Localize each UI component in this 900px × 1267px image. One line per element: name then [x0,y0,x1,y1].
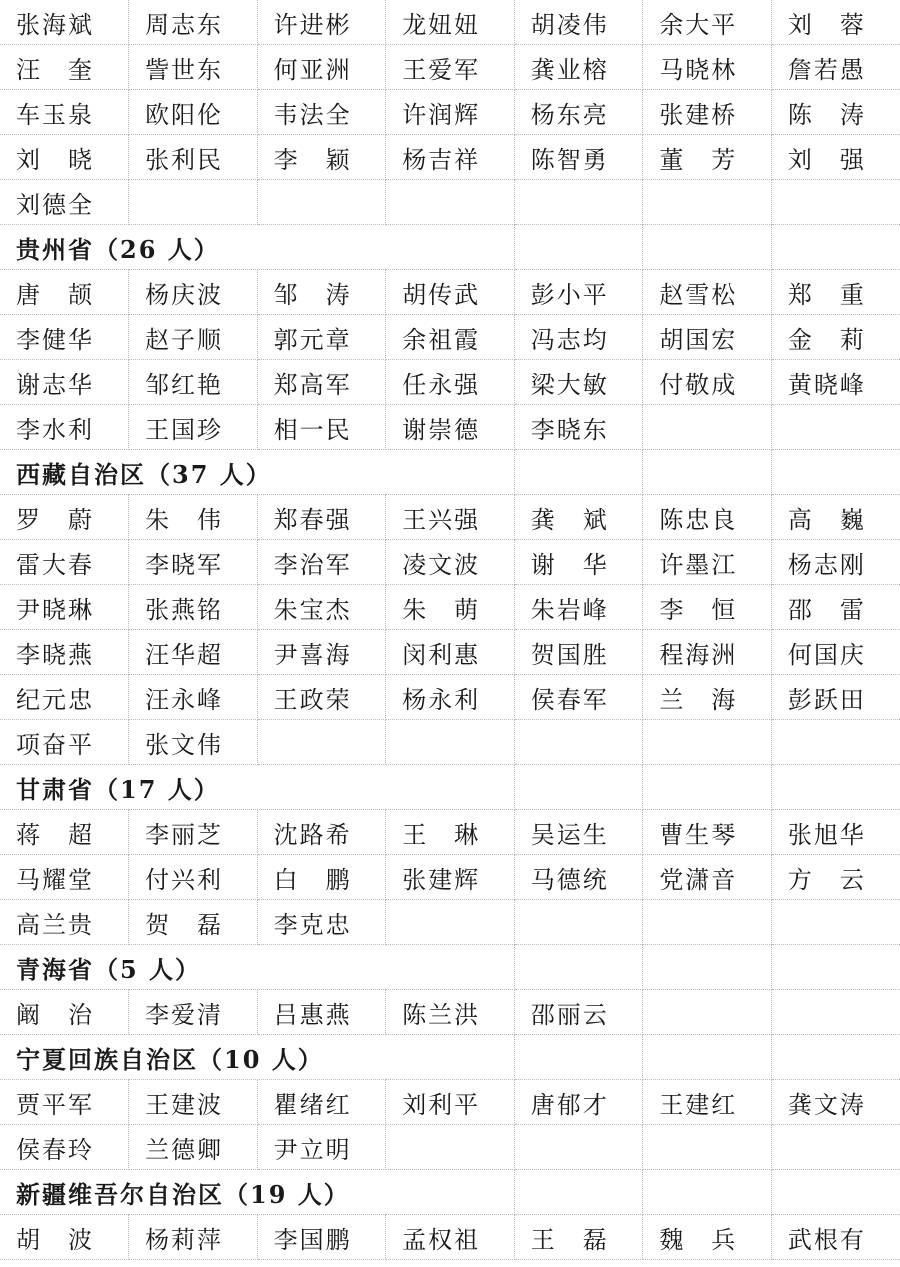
name-cell: 尹晓琳 [0,585,129,630]
empty-cell [771,720,900,765]
name-cell: 高 巍 [771,495,900,540]
name-cell: 杨永利 [386,675,515,720]
name-cell: 陈 涛 [771,90,900,135]
empty-cell [771,1125,900,1170]
name-cell: 欧阳伦 [129,90,258,135]
name-cell: 李 恒 [643,585,772,630]
name-cell: 张海斌 [0,0,129,45]
name-cell: 龚业榕 [514,45,643,90]
name-row [0,630,900,675]
name-cell: 雷大春 [0,540,129,585]
name-cell: 魏 兵 [643,1215,772,1260]
empty-cell [129,180,258,225]
empty-cell [514,900,643,945]
name-cell: 高兰贵 [0,900,129,945]
name-cell: 何国庆 [771,630,900,675]
name-cell: 何亚洲 [257,45,386,90]
section-header-row [0,1170,900,1215]
name-cell: 王兴强 [386,495,515,540]
name-cell: 金 莉 [771,315,900,360]
name-cell: 訾世东 [129,45,258,90]
name-cell: 陈兰洪 [386,990,515,1035]
name-cell: 赵雪松 [643,270,772,315]
name-row [0,900,900,945]
name-cell: 余大平 [643,0,772,45]
empty-cell [514,225,643,270]
name-row [0,1080,900,1125]
name-row [0,135,900,180]
name-cell: 王爱军 [386,45,515,90]
name-cell: 詹若愚 [771,45,900,90]
name-cell: 李晓军 [129,540,258,585]
empty-cell [771,180,900,225]
name-cell: 彭跃田 [771,675,900,720]
name-cell: 胡国宏 [643,315,772,360]
name-row [0,405,900,450]
name-row [0,270,900,315]
name-cell: 龚文涛 [771,1080,900,1125]
name-cell: 张建辉 [386,855,515,900]
empty-cell [643,945,772,990]
name-cell: 贺 磊 [129,900,258,945]
empty-cell [514,450,643,495]
name-cell: 朱岩峰 [514,585,643,630]
name-cell: 吕惠燕 [257,990,386,1035]
name-row [0,360,900,405]
name-cell: 陈忠良 [643,495,772,540]
name-cell: 王政荣 [257,675,386,720]
section-title: 宁夏回族自治区（10 人） [0,1035,514,1080]
empty-cell [643,990,772,1035]
name-cell: 郑高军 [257,360,386,405]
empty-cell [643,405,772,450]
empty-cell [386,900,515,945]
name-cell: 尹喜海 [257,630,386,675]
name-cell: 贺国胜 [514,630,643,675]
name-cell: 项奋平 [0,720,129,765]
name-cell: 张建桥 [643,90,772,135]
name-cell: 马耀堂 [0,855,129,900]
empty-cell [643,180,772,225]
empty-cell [643,1125,772,1170]
empty-cell [514,720,643,765]
name-cell: 贾平军 [0,1080,129,1125]
name-cell: 马德统 [514,855,643,900]
name-cell: 李水利 [0,405,129,450]
name-cell: 唐郁才 [514,1080,643,1125]
name-cell: 蒋 超 [0,810,129,855]
empty-cell [643,765,772,810]
name-cell: 谢志华 [0,360,129,405]
name-cell: 纪元忠 [0,675,129,720]
name-cell: 谢 华 [514,540,643,585]
name-cell: 周志东 [129,0,258,45]
empty-cell [386,1125,515,1170]
name-cell: 付兴利 [129,855,258,900]
name-row [0,495,900,540]
name-cell: 梁大敏 [514,360,643,405]
name-row [0,315,900,360]
empty-cell [257,720,386,765]
name-cell: 张利民 [129,135,258,180]
name-cell: 许进彬 [257,0,386,45]
name-cell: 李丽芝 [129,810,258,855]
section-title: 青海省（5 人） [0,945,514,990]
name-cell: 龚 斌 [514,495,643,540]
name-row [0,810,900,855]
empty-cell [514,1035,643,1080]
name-cell: 郑春强 [257,495,386,540]
name-cell: 杨莉萍 [129,1215,258,1260]
name-cell: 侯春军 [514,675,643,720]
empty-cell [257,180,386,225]
empty-cell [643,1170,772,1215]
empty-cell [771,405,900,450]
name-cell: 赵子顺 [129,315,258,360]
name-cell: 许润辉 [386,90,515,135]
name-cell: 龙妞妞 [386,0,515,45]
section-header-row [0,945,900,990]
name-cell: 邵 雷 [771,585,900,630]
empty-cell [771,1035,900,1080]
name-row [0,1125,900,1170]
name-cell: 唐 颉 [0,270,129,315]
empty-cell [514,945,643,990]
name-cell: 胡传武 [386,270,515,315]
name-cell: 李国鹏 [257,1215,386,1260]
name-cell: 杨吉祥 [386,135,515,180]
section-title: 西藏自治区（37 人） [0,450,514,495]
name-cell: 马晓林 [643,45,772,90]
name-cell: 杨志刚 [771,540,900,585]
empty-cell [771,450,900,495]
name-cell: 胡凌伟 [514,0,643,45]
name-cell: 武根有 [771,1215,900,1260]
section-title: 甘肃省（17 人） [0,765,514,810]
section-header-row [0,450,900,495]
name-row [0,45,900,90]
empty-cell [514,1170,643,1215]
name-row [0,0,900,45]
name-cell: 彭小平 [514,270,643,315]
empty-cell [643,225,772,270]
name-cell: 吴运生 [514,810,643,855]
name-cell: 刘德全 [0,180,129,225]
section-header-row [0,765,900,810]
name-cell: 王建红 [643,1080,772,1125]
name-cell: 沈路希 [257,810,386,855]
name-cell: 车玉泉 [0,90,129,135]
name-cell: 邵丽云 [514,990,643,1035]
name-cell: 兰 海 [643,675,772,720]
name-cell: 相一民 [257,405,386,450]
name-cell: 胡 波 [0,1215,129,1260]
name-cell: 汪华超 [129,630,258,675]
name-cell: 孟权祖 [386,1215,515,1260]
empty-cell [386,180,515,225]
name-cell: 邹 涛 [257,270,386,315]
name-row [0,720,900,765]
name-row [0,990,900,1035]
name-cell: 李 颖 [257,135,386,180]
name-cell: 汪永峰 [129,675,258,720]
name-cell: 郭元章 [257,315,386,360]
name-cell: 李健华 [0,315,129,360]
empty-cell [771,900,900,945]
name-cell: 杨庆波 [129,270,258,315]
name-cell: 曹生琴 [643,810,772,855]
empty-cell [643,450,772,495]
name-cell: 李爱清 [129,990,258,1035]
empty-cell [386,720,515,765]
name-cell: 罗 蔚 [0,495,129,540]
name-cell: 汪 奎 [0,45,129,90]
empty-cell [643,1035,772,1080]
name-cell: 闵利惠 [386,630,515,675]
name-cell: 朱 伟 [129,495,258,540]
empty-cell [771,990,900,1035]
name-cell: 朱宝杰 [257,585,386,630]
name-row [0,585,900,630]
name-row [0,540,900,585]
name-cell: 王 磊 [514,1215,643,1260]
empty-cell [771,1170,900,1215]
name-cell: 黄晓峰 [771,360,900,405]
empty-cell [771,945,900,990]
name-cell: 方 云 [771,855,900,900]
name-cell: 董 芳 [643,135,772,180]
section-title: 新疆维吾尔自治区（19 人） [0,1170,514,1215]
name-cell: 刘 强 [771,135,900,180]
name-cell: 党潇音 [643,855,772,900]
name-row [0,1215,900,1260]
name-cell: 侯春玲 [0,1125,129,1170]
name-cell: 任永强 [386,360,515,405]
name-cell: 白 鹏 [257,855,386,900]
name-cell: 刘 晓 [0,135,129,180]
name-cell: 冯志均 [514,315,643,360]
section-title: 贵州省（26 人） [0,225,514,270]
name-cell: 凌文波 [386,540,515,585]
name-row [0,675,900,720]
name-cell: 程海洲 [643,630,772,675]
name-cell: 邹红艳 [129,360,258,405]
name-cell: 尹立明 [257,1125,386,1170]
empty-cell [771,765,900,810]
name-cell: 张燕铭 [129,585,258,630]
name-cell: 许墨江 [643,540,772,585]
name-cell: 朱 萌 [386,585,515,630]
name-row [0,180,900,225]
name-cell: 刘利平 [386,1080,515,1125]
name-cell: 李克忠 [257,900,386,945]
name-cell: 刘 蓉 [771,0,900,45]
name-cell: 李晓燕 [0,630,129,675]
name-cell: 王 琳 [386,810,515,855]
empty-cell [643,720,772,765]
empty-cell [514,1125,643,1170]
name-cell: 韦法全 [257,90,386,135]
name-cell: 张文伟 [129,720,258,765]
empty-cell [643,900,772,945]
name-cell: 瞿绪红 [257,1080,386,1125]
empty-cell [514,765,643,810]
name-cell: 王建波 [129,1080,258,1125]
name-cell: 王国珍 [129,405,258,450]
empty-cell [514,180,643,225]
name-cell: 兰德卿 [129,1125,258,1170]
name-cell: 阚 治 [0,990,129,1035]
name-cell: 李晓东 [514,405,643,450]
name-cell: 郑 重 [771,270,900,315]
name-row [0,90,900,135]
name-cell: 杨东亮 [514,90,643,135]
name-cell: 余祖霞 [386,315,515,360]
empty-cell [771,225,900,270]
name-row [0,855,900,900]
name-cell: 陈智勇 [514,135,643,180]
name-cell: 谢崇德 [386,405,515,450]
name-cell: 张旭华 [771,810,900,855]
name-cell: 付敬成 [643,360,772,405]
name-cell: 李治军 [257,540,386,585]
section-header-row [0,225,900,270]
section-header-row [0,1035,900,1080]
